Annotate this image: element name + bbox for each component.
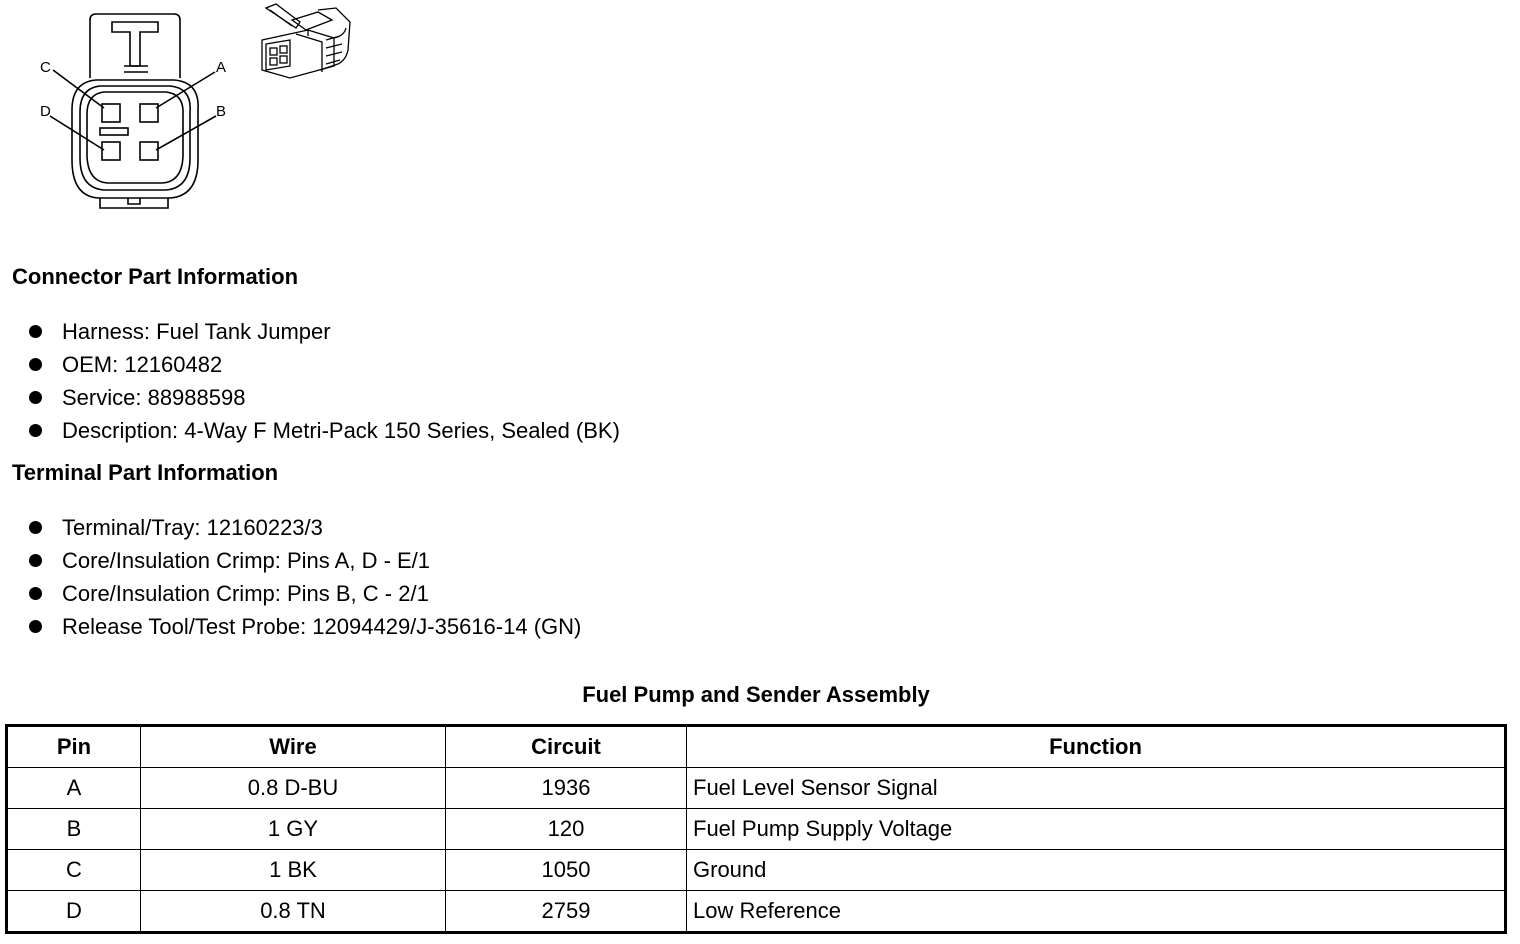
table-row: [7, 850, 1506, 891]
cell-circuit: 1050: [446, 850, 687, 891]
bullet-icon: [29, 358, 42, 371]
cell-pin: B: [7, 809, 141, 850]
connector-part-heading: Connector Part Information: [12, 264, 299, 289]
cell-pin: C: [7, 850, 141, 891]
cell-function: Fuel Pump Supply Voltage: [687, 809, 1506, 850]
table-row: [7, 768, 1506, 809]
pinout-table: [5, 724, 1507, 934]
pin-label-a: A: [216, 59, 227, 76]
connector-part-list: [0, 315, 620, 447]
pin-label-c: C: [40, 59, 51, 76]
list-item: [0, 511, 581, 544]
bullet-icon: [29, 521, 42, 534]
bullet-icon: [29, 554, 42, 567]
pin-label-b: B: [216, 103, 227, 120]
table-header-row: [7, 726, 1506, 768]
header-wire: Wire: [141, 726, 446, 768]
list-item: [0, 610, 581, 643]
cell-function: Ground: [687, 850, 1506, 891]
cell-pin: D: [7, 891, 141, 933]
list-item-text: Terminal/Tray: 12160223/3: [62, 515, 323, 540]
list-item-text: Description: 4-Way F Metri-Pack 150 Series, Sealed (BK): [62, 418, 620, 443]
list-item-text: OEM: 12160482: [62, 352, 223, 377]
cell-function: Fuel Level Sensor Signal: [687, 768, 1506, 809]
list-item: [0, 381, 620, 414]
bullet-icon: [29, 620, 42, 633]
table-row: [7, 809, 1506, 850]
list-item: [0, 577, 581, 610]
list-item-text: Release Tool/Test Probe: 12094429/J-35616-14 (GN): [62, 614, 582, 639]
bullet-icon: [29, 391, 42, 404]
terminal-part-heading: Terminal Part Information: [12, 460, 279, 485]
connector-face-view: [50, 14, 216, 208]
cell-wire: 1 BK: [141, 850, 446, 891]
cell-circuit: 2759: [446, 891, 687, 933]
list-item-text: Service: 88988598: [62, 385, 246, 410]
header-pin: Pin: [7, 726, 141, 768]
pin-label-d: D: [40, 103, 51, 120]
bullet-icon: [29, 587, 42, 600]
cell-circuit: 120: [446, 809, 687, 850]
header-function: Function: [687, 726, 1506, 768]
cell-wire: 0.8 TN: [141, 891, 446, 933]
cell-wire: 1 GY: [141, 809, 446, 850]
terminal-part-list: [0, 511, 581, 643]
header-circuit: Circuit: [446, 726, 687, 768]
connector-perspective-view: [262, 4, 350, 78]
cell-wire: 0.8 D-BU: [141, 768, 446, 809]
list-item-text: Core/Insulation Crimp: Pins A, D - E/1: [62, 548, 431, 573]
list-item: [0, 544, 581, 577]
list-item: [0, 315, 620, 348]
table-row: [7, 891, 1506, 933]
cell-pin: A: [7, 768, 141, 809]
list-item-text: Core/Insulation Crimp: Pins B, C - 2/1: [62, 581, 429, 606]
connector-diagram: [0, 0, 380, 220]
list-item: [0, 348, 620, 381]
list-item-text: Harness: Fuel Tank Jumper: [62, 319, 331, 344]
list-item: [0, 414, 620, 447]
cell-function: Low Reference: [687, 891, 1506, 933]
table-title: Fuel Pump and Sender Assembly: [582, 682, 930, 707]
bullet-icon: [29, 325, 42, 338]
bullet-icon: [29, 424, 42, 437]
cell-circuit: 1936: [446, 768, 687, 809]
